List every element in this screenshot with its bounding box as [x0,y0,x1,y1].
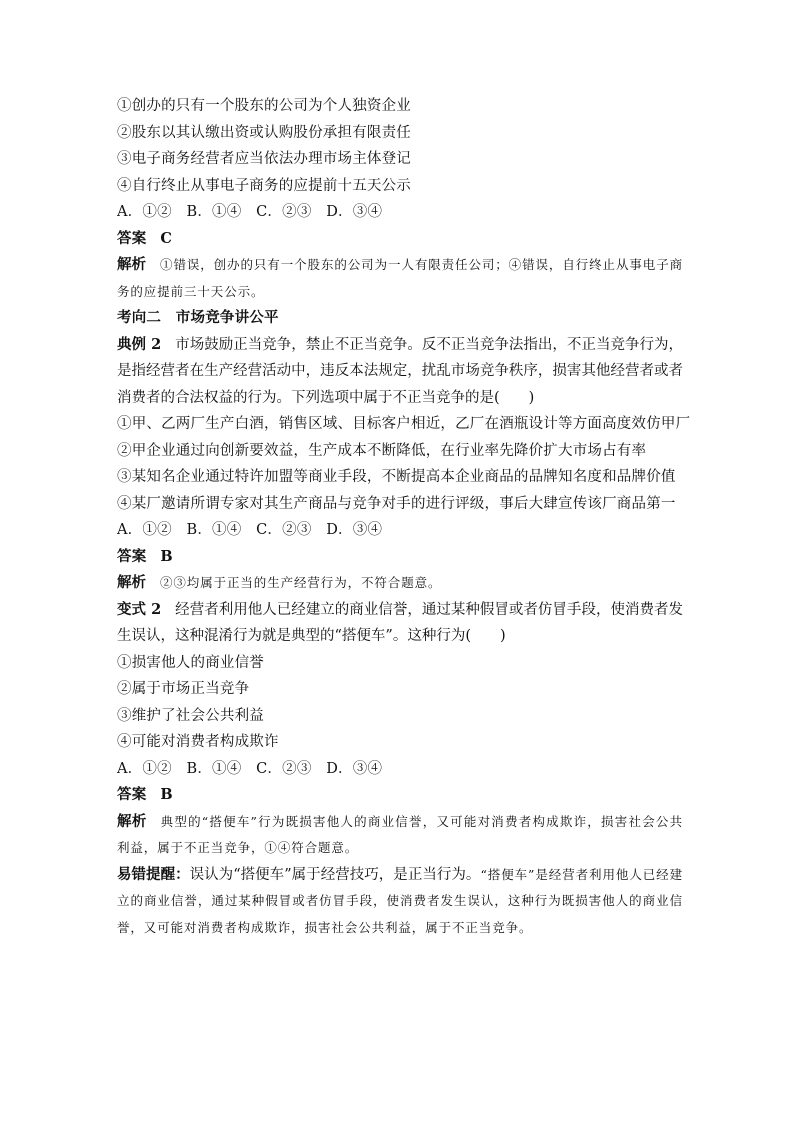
option-3: ③电子商务经营者应当依法办理市场主体登记 [117,151,411,167]
variant-analysis-text: 典型的“搭便车”行为既损害他人的商业信誉，又可能对消费者构成欺诈，损害社会公共利益，属于不正当竞争，①④符合题意。 [117,813,684,855]
error-tip-lead: 误认为“搭便车”属于经营技巧，是正当行为。 [189,866,481,883]
example-analysis-text: ②③均属于正当的生产经营行为，不符合题意。 [160,575,442,590]
error-tip-text: “搭便车”是经营者利用他人已经建立的商业信誉，通过某种假冒或者仿冒手段，使消费者发生误认，这种行为既损害他人的商业信誉，又可能对消费者构成欺诈，损害社会公共利益，属于不正当竞争。 [117,866,683,935]
analysis-text: ①错误，创办的只有一个股东的公司为一人有限责任公司；④错误，自行终止从事电子商务的应提前三十天公示。 [117,257,684,299]
example-label: 典例 2 [117,335,162,353]
example-answer-choices: A．①② B．①④ C．②③ D．③④ [117,522,383,538]
error-tip-paragraph [117,862,683,942]
example-analysis-paragraph [117,570,683,597]
document-page [117,93,691,941]
variant-option-1: ①损害他人的商业信誉 [117,654,264,671]
example-option-3: ③某知名企业通过特许加盟等商业手段，不断提高本企业商品的品牌知名度和品牌价值 [117,469,676,485]
variant-question-text: 经营者利用他人已经建立的商业信誉，通过某种假冒或者仿冒手段，使消费者发生误认，这种混淆行为就是典型的“搭便车”。这种行为( ) [117,601,683,644]
analysis-paragraph [117,252,683,305]
variant-label: 变式 2 [117,600,162,618]
analysis-label: 解析 [117,256,147,273]
option-4: ④自行终止从事电子商务的应提前十五天公示 [117,177,411,194]
option-2: ②股东以其认缴出资或认购股份承担有限责任 [117,124,411,141]
example-option-4: ④某厂邀请所谓专家对其生产商品与竞争对手的进行评级，事后大肆宣传该厂商品第一 [117,495,676,512]
variant-answer-line [117,782,683,809]
error-tip-label: 易错提醒： [117,865,190,883]
variant-answer-choices: A．①② B．①④ C．②③ D．③④ [117,760,383,777]
example-option-1: ①甲、乙两厂生产白酒，销售区域、目标客户相近，乙厂在酒瓶设计等方面高度效仿甲厂 [117,416,691,432]
answer-value: C [160,229,173,247]
section-heading: 考向二 市场竞争讲公平 [117,309,279,326]
variant-option-3: ③维护了社会公共利益 [117,707,264,724]
answer-line [117,226,683,253]
answer-label: 答案 [117,229,147,247]
example-answer-label: 答案 [117,547,147,565]
variant-question [117,597,683,650]
variant-answer-label: 答案 [117,786,147,803]
example-answer-value: B [160,547,173,565]
variant-analysis-paragraph [117,809,683,862]
example-analysis-label: 解析 [117,574,146,591]
variant-option-4: ④可能对消费者构成欺诈 [117,734,279,750]
option-1: ①创办的只有一个股东的公司为个人独资企业 [117,98,411,114]
example-question-text: 市场鼓励正当竞争，禁止不正当竞争。反不正当竞争法指出，不正当竞争行为，是指经营者在生产经营活动中，违反本法规定，扰乱市场竞争秩序，损害其他经营者或者消费者的合法权益的行为。下列选项中属于不正当竞争的是( ) [117,336,683,406]
variant-option-2: ②属于市场正当竞争 [117,681,250,697]
example-question [117,332,683,412]
example-answer-line [117,544,683,571]
variant-answer-value: B [160,786,173,803]
answer-choices: A．①② B．①④ C．②③ D．③④ [117,204,383,220]
example-option-2: ②甲企业通过向创新要效益，生产成本不断降低，在行业率先降价扩大市场占有率 [117,442,647,459]
variant-analysis-label: 解析 [117,812,147,830]
